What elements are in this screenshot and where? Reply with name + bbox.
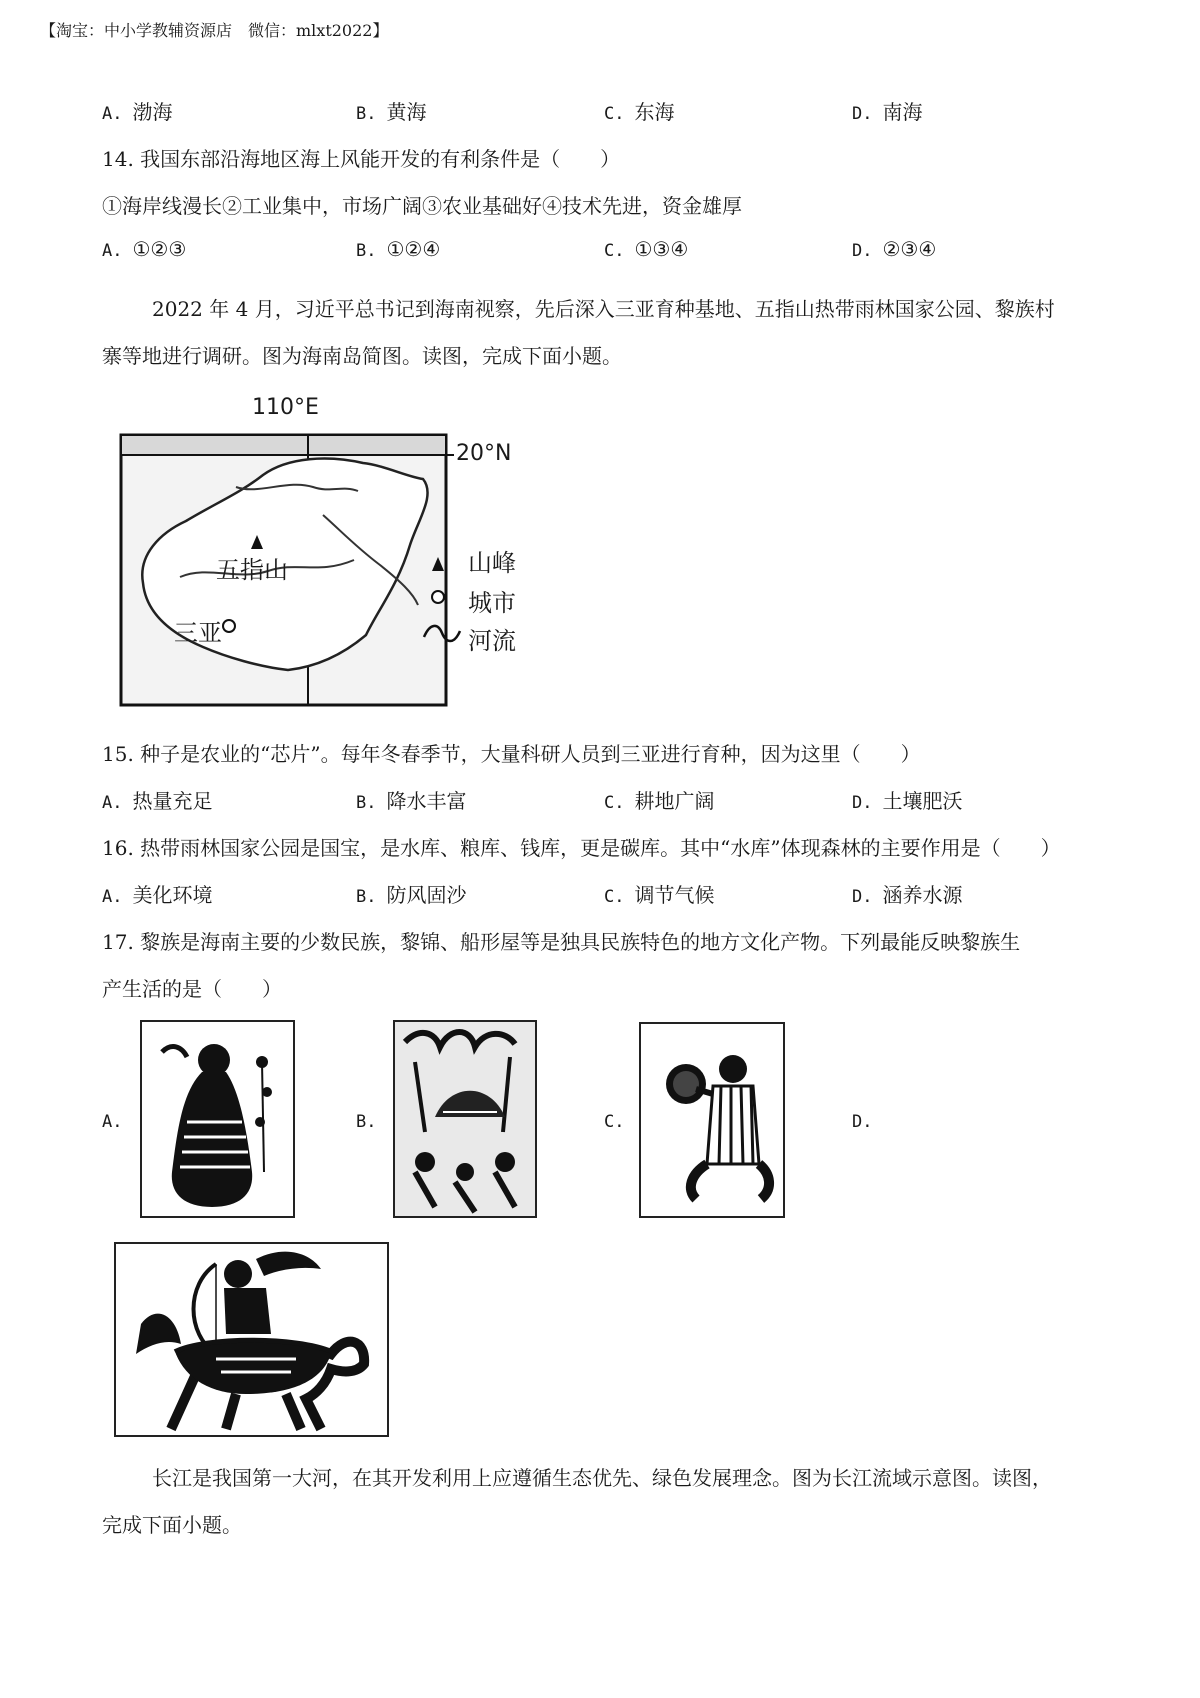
hainan-map (118, 395, 560, 715)
papercut-drummer-image (641, 1024, 783, 1216)
q15-option-b[interactable]: B. 降水丰富 (356, 789, 467, 813)
q13-option-d[interactable]: D. 南海 (852, 100, 923, 124)
q17-option-c-image[interactable] (639, 1022, 785, 1218)
peak-label: 五指山 (216, 556, 288, 584)
papercut-archer-horse-image (116, 1244, 387, 1435)
source-header: 【淘宝：中小学教辅资源店 微信：mlxt2022】 (40, 21, 389, 40)
q17-option-c-letter[interactable]: C. (604, 1112, 625, 1132)
q14-option-c[interactable]: C. ①③④ (604, 237, 689, 261)
q15-option-d[interactable]: D. 土壤肥沃 (852, 789, 963, 813)
q17-stem-line2: 产生活的是（ ） (102, 977, 282, 1001)
q17-option-b-letter[interactable]: B. (356, 1112, 377, 1132)
legend-peak-label: 山峰 (468, 549, 516, 577)
q17-option-b-image[interactable] (393, 1020, 537, 1218)
q17-option-d-image[interactable] (114, 1242, 389, 1437)
q16-option-a[interactable]: A. 美化环境 (102, 883, 213, 907)
q17-option-a-letter[interactable]: A. (102, 1112, 123, 1132)
q14-option-a[interactable]: A. ①②③ (102, 237, 187, 261)
q13-option-c[interactable]: C. 东海 (604, 100, 675, 124)
papercut-woman-image (142, 1022, 293, 1216)
legend-city-label: 城市 (468, 589, 516, 617)
q13-option-a[interactable]: A. 渤海 (102, 100, 173, 124)
yangtze-passage-line1: 长江是我国第一大河，在其开发利用上应遵循生态优先、绿色发展理念。图为长江流域示意图。读图， (152, 1466, 1052, 1490)
legend-city-icon (432, 591, 444, 603)
hainan-passage-line1: 2022 年 4 月，习近平总书记到海南视察，先后深入三亚育种基地、五指山热带雨林国家公园、黎族村 (152, 297, 1055, 321)
legend-river-label: 河流 (468, 627, 516, 655)
q16-option-b[interactable]: B. 防风固沙 (356, 883, 467, 907)
q17-option-d-letter[interactable]: D. (852, 1112, 873, 1132)
q14-stem: 14. 我国东部沿海地区海上风能开发的有利条件是（ ） (102, 147, 621, 171)
papercut-village-image (395, 1022, 535, 1216)
yangtze-passage-line2: 完成下面小题。 (102, 1513, 242, 1537)
city-label: 三亚 (174, 619, 222, 647)
q16-option-d[interactable]: D. 涵养水源 (852, 883, 963, 907)
q14-conditions: ①海岸线漫长②工业集中，市场广阔③农业基础好④技术先进，资金雄厚 (102, 194, 742, 218)
q16-option-c[interactable]: C. 调节气候 (604, 883, 715, 907)
hainan-passage-line2: 寨等地进行调研。图为海南岛简图。读图，完成下面小题。 (102, 344, 622, 368)
q14-option-b[interactable]: B. ①②④ (356, 237, 441, 261)
latitude-label: 20°N (456, 441, 512, 466)
q15-stem: 15. 种子是农业的“芯片”。每年冬春季节，大量科研人员到三亚进行育种，因为这里（ ） (102, 742, 921, 766)
q13-option-b[interactable]: B. 黄海 (356, 100, 427, 124)
q16-stem: 16. 热带雨林国家公园是国宝，是水库、粮库、钱库，更是碳库。其中“水库”体现森林的主要作用是（ ） (102, 836, 1061, 860)
q15-option-c[interactable]: C. 耕地广阔 (604, 789, 715, 813)
q17-option-a-image[interactable] (140, 1020, 295, 1218)
q17-stem-line1: 17. 黎族是海南主要的少数民族，黎锦、船形屋等是独具民族特色的地方文化产物。下列最能反映黎族生 (102, 930, 1021, 954)
map-top-bar (121, 435, 446, 455)
city-marker (223, 620, 235, 632)
q15-option-a[interactable]: A. 热量充足 (102, 789, 213, 813)
longitude-label: 110°E (252, 395, 319, 420)
q14-option-d[interactable]: D. ②③④ (852, 237, 937, 261)
